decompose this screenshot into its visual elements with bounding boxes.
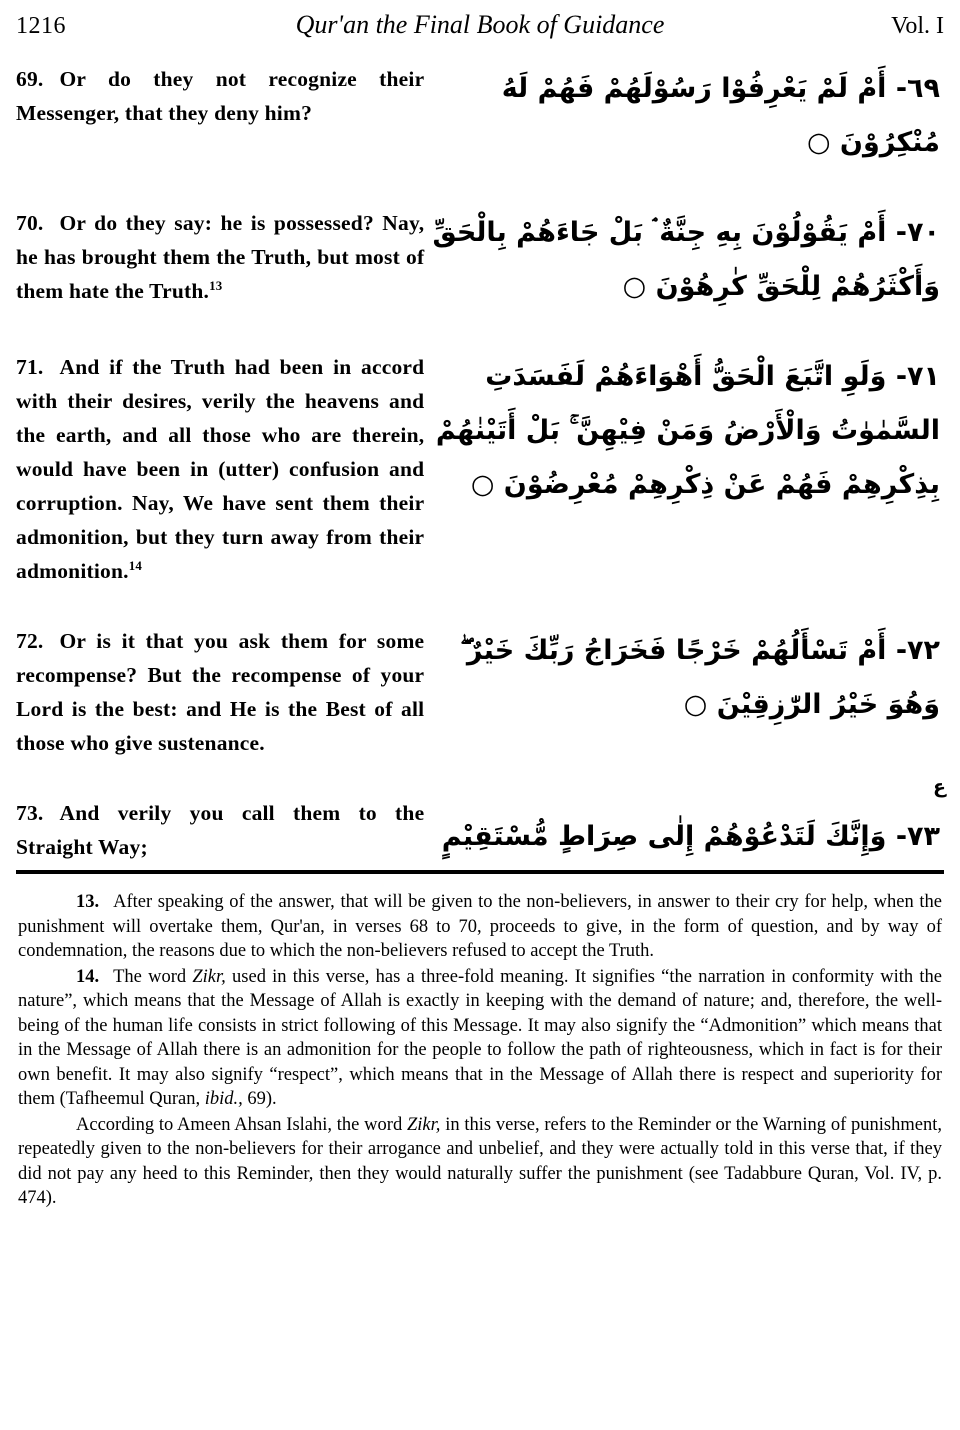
verse-text: And if the Truth had been in accord with their desires, verily the heavens and the earth, and all those who are therein, would have been in (utter) confusion and corruption. Nay, We have sent them their admonition, but they turn away from their admonition. [16,355,425,583]
footnote-text: According to Ameen Ahsan Islahi, the word Zikr, in this verse, refers to the Reminder or the Warning of punishment, repeatedly given to the non-believers for their arrogance and unbelief, and they were actually told in this verse that, if they did not pay any heed to this Reminder, then they would naturally suffer the punishment (see Tadabbure Quran, Vol. IV, p. 474). [18,1114,942,1208]
verse-arabic: ٧٠- أَمْ يَقُوْلُوْنَ بِهِ جِنَّةٌ ۘ بَلْ جَاءَهُمْ بِالْحَقِّ وَأَكْثَرُهُمْ لِلْحَقِّ كٰرِهُوْنَ ○ [432,217,940,302]
verse-row-72 [16,624,944,760]
footnote-14-continuation [18,1113,942,1211]
verse-arabic: ٧٣- وَإِنَّكَ لَتَدْعُوْهُمْ إِلٰى صِرَاطٍ مُّسْتَقِيْمٍ [441,821,940,852]
ruku-marker: ع [933,776,946,798]
verse-number: 70. [16,211,44,235]
page-header [16,10,944,40]
footnote-14 [18,965,942,1112]
verse-row-70 [16,206,944,314]
verse-english [16,206,424,308]
footnote-number: 13. [76,892,100,912]
verse-arabic: ٧٢- أَمْ تَسْأَلُهُمْ خَرْجًا فَخَرَاجُ رَبِّكَ خَيْرٌ ۖ وَهُوَ خَيْرُ الرّٰزِقِيْنَ ○ [460,635,940,720]
footnote-number: 14. [76,966,100,987]
footnote-text: After speaking of the answer, that will be given to the non-believers, in answer to their cry for help, when the punishment will overtake them, Qur'an, in verses 68 to 70, proceeds to give, in the form of question, and by way of condemnation, the reasons due to which the non-believers refused to accept the Truth. [18,892,942,961]
verse-number: 72. [16,629,44,653]
verse-text: And verily you call them to the Straight Way; [16,801,425,859]
verse-english [16,624,424,760]
page-number: 1216 [16,13,66,39]
verse-number: 71. [16,355,44,379]
footnotes-section [16,874,944,1211]
verse-arabic: ٧١- وَلَوِ اتَّبَعَ الْحَقُّ أَهْوَاءَهُمْ لَفَسَدَتِ السَّمٰوٰتُ وَالْأَرْضُ وَمَنْ فِيْهِنَّ ۚ بَلْ أَتَيْنٰهُمْ بِذِكْرِهِمْ فَهُمْ عَنْ ذِكْرِهِمْ مُعْرِضُوْنَ ○ [435,361,940,500]
verse-english [16,350,424,588]
footnote-ref: 13 [209,278,223,293]
verse-number: 73. [16,801,44,825]
verse-row-69 [16,62,944,170]
verse-number: 69. [16,67,44,91]
running-title: Qur'an the Final Book of Guidance [295,10,665,39]
verse-english [16,796,424,864]
footnote-13 [18,890,942,964]
verse-row-71 [16,350,944,588]
footnote-ref: 14 [128,558,143,573]
footnote-text: The word Zikr, used in this verse, has a three-fold meaning. It signifies “the narration in conformity with the nature”, which means that the Message of Allah is exactly in keeping with the demand of nature; and, therefore, the well-being of the human life consists in strict following of this Message. It may also signify the “Admonition” which means that in the Message of Allah there is an admonition for the people to follow the path of righteousness, which in fact is for their own benefit. It may also signify “respect”, which means that in the Message of Allah there is respect and superiority for them (Tafheemul Quran, ibid., 69). [18,966,942,1109]
verse-text: Or is it that you ask them for some recompense? But the recompense of your Lord is the best: and He is the Best of all those who give sustenance. [16,629,425,755]
volume-label: Vol. I [891,13,944,39]
verses-section [16,40,944,864]
verse-text: Or do they say: he is possessed? Nay, he has brought them the Truth, but most of them hate the Truth. [16,211,425,303]
verse-english [16,62,424,130]
verse-text: Or do they not recognize their Messenger, that they deny him? [16,67,425,125]
verse-arabic: ٦٩- أَمْ لَمْ يَعْرِفُوْا رَسُوْلَهُمْ فَهُمْ لَهُ مُنْكِرُوْنَ ○ [501,73,940,158]
verse-row-73 [16,776,946,864]
